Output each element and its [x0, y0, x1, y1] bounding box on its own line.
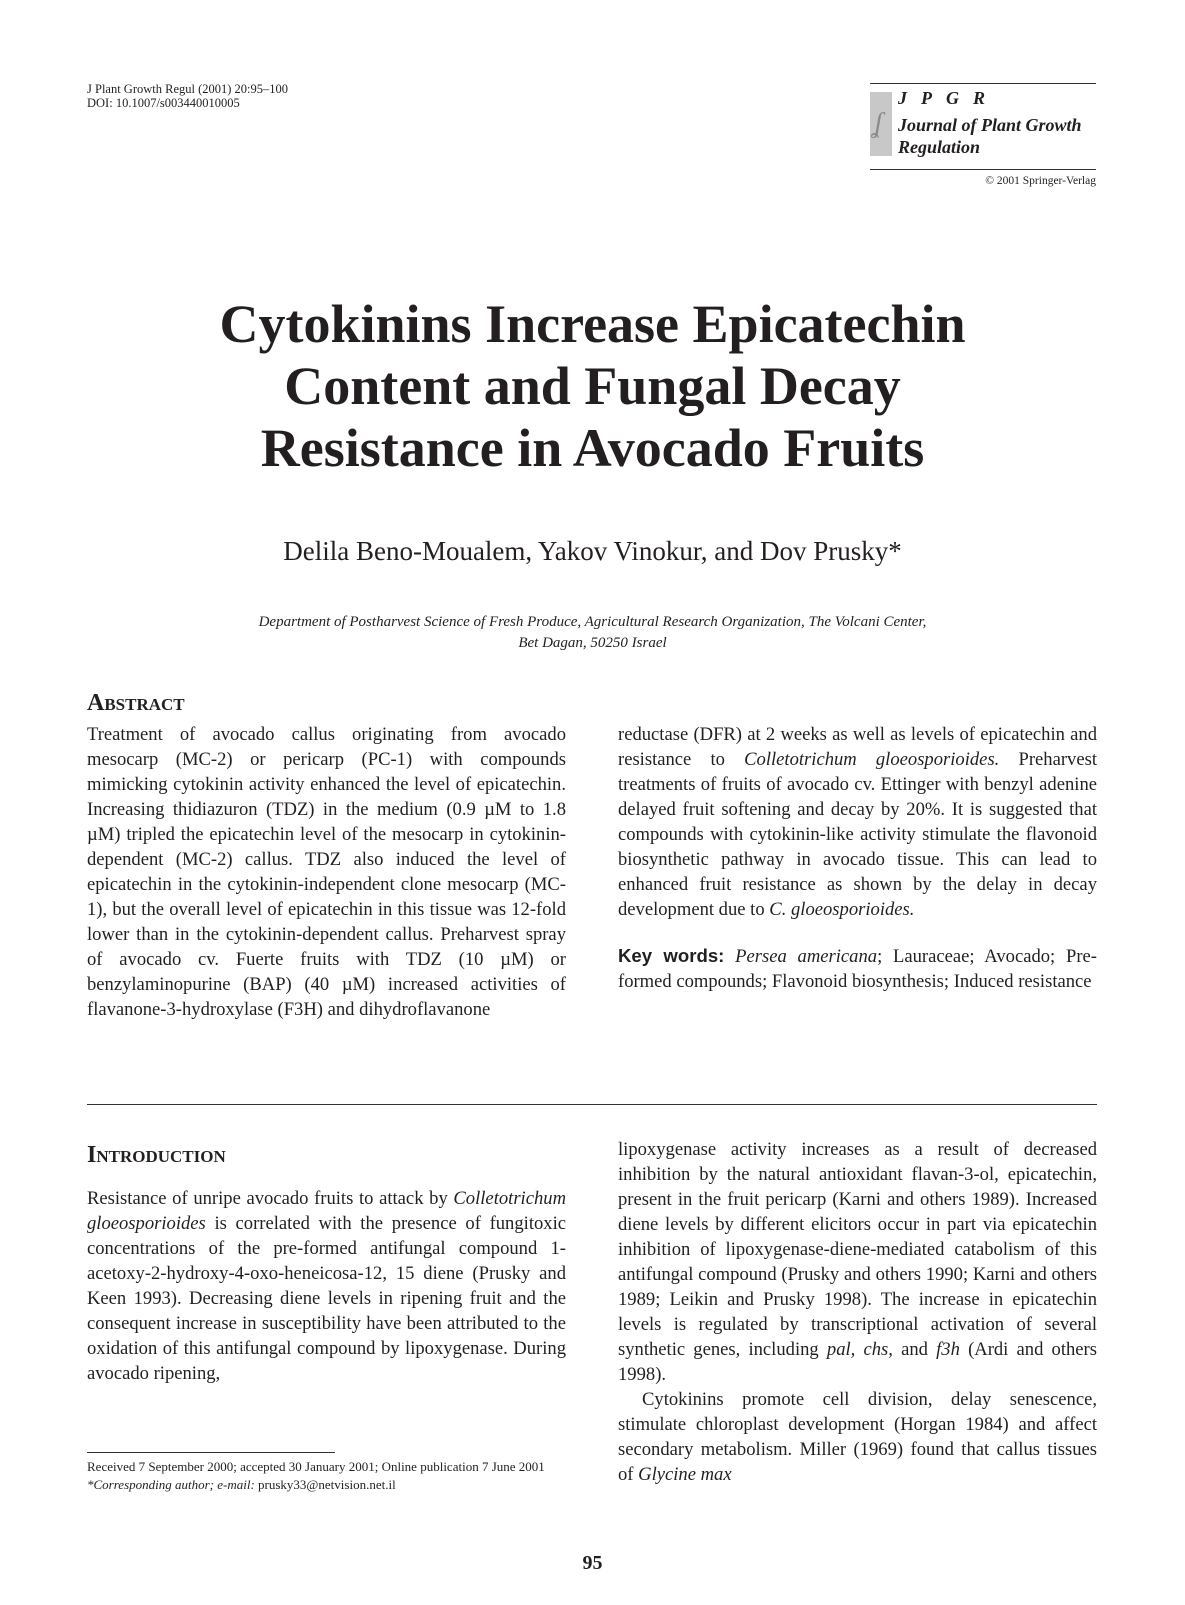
copyright: © 2001 Springer-Verlag: [985, 175, 1096, 187]
journal-name-line-1: Journal of Plant Growth: [898, 115, 1082, 135]
abstract-text-left: Treatment of avocado callus originating from avocado mesocarp (MC-2) or pericarp (PC-1) with compounds mimicking cytokinin activity enhanced the level of epicatechin. Increasing thidiazuron (TDZ) in the medium (0.9 µM to 1.8 µM) tripled the epicatechin level of the mesocarp in cytokinin-dependent (MC-2) callus. TDZ also induced the level of epicatechin in the cytokinin-independent clone mesocarp (MC-1), but the overall level of epicatechin in this tissue was 12-fold lower than in the cytokinin-dependent callus. Preharvest spray of avocado cv. Fuerte fruits with TDZ (10 µM) or benzylaminopurine (BAP) (40 µM) increased activities of flavanone-3-hydroxylase (F3H) and dihydroflavanone: [87, 724, 566, 1020]
affiliation-line-1: Department of Postharvest Science of Fresh Produce, Agricultural Research Organization, The Volcani Center,: [258, 614, 927, 630]
keywords-italic: Persea americana: [735, 946, 878, 967]
page-number: 95: [582, 1552, 603, 1574]
journal-acronym: JPGR: [898, 88, 999, 108]
intro-right-text-1: lipoxygenase activity increases as a result of decreased inhibition by the natural antioxidant flavan-3-ol, epicatechin, present in the fruit pericarp (Karni and others 1989). Increased diene levels by different elicitors occur in part via epicatechin inhibition of lipoxygenase-diene-mediated catabolism of this antifungal compound (Prusky and others 1990; Karni and others 1989; Leikin and Prusky 1998). The increase in epicatechin levels is regulated by transcriptional activation of several synthetic genes, including: [618, 1139, 1097, 1360]
footnote: [87, 1458, 567, 1494]
introduction-text-left: [87, 1186, 566, 1386]
title-line-3: Resistance in Avocado Fruits: [260, 418, 925, 478]
abstract-heading: Abstract: [87, 690, 185, 716]
intro-left-italic-1: Colletotrichum gloeosporioides: [87, 1188, 566, 1234]
abstract-left-column: [87, 722, 566, 1022]
intro-left-text-2: is correlated with the presence of fungitoxic concentrations of the pre-formed antifungal compound 1-acetoxy-2-hydroxy-4-oxo-heneicosa-12, 15 diene (Prusky and Keen 1993). Decreasing diene levels in ripening fruit and the consequent increase in susceptibility have been attributed to the oxidation of this antifungal compound by lipoxygenase. During avocado ripening,: [87, 1213, 566, 1384]
doi: DOI: 10.1007/s003440010005: [87, 96, 240, 110]
title-line-2: Content and Fungal Decay: [284, 356, 901, 416]
journal-name: [898, 114, 1082, 158]
introduction-text-right: [618, 1137, 1097, 1387]
authors: Delila Beno-Moualem, Yakov Vinokur, and Dov Prusky*: [283, 536, 902, 566]
abstract-right-text-1: reductase (DFR) at 2 weeks as well as levels of epicatechin and resistance to: [618, 724, 1097, 770]
corresponding-author: [87, 1476, 567, 1494]
intro-left-text-1: Resistance of unripe avocado fruits to attack by: [87, 1188, 454, 1209]
corresponding-email: prusky33@netvision.net.il: [254, 1477, 396, 1492]
journal-name-line-2: Regulation: [898, 137, 981, 157]
keywords: [618, 943, 1097, 994]
title-line-1: Cytokinins Increase Epicatechin: [219, 294, 966, 354]
journal-citation: J Plant Growth Regul (2001) 20:95–100: [87, 82, 289, 96]
intro-right-text-2: and: [892, 1339, 937, 1360]
introduction-paragraph-2: [618, 1387, 1097, 1487]
abstract-right-italic-1: Colletotrichum gloeosporioides.: [744, 749, 1000, 770]
intro-p2-text: Cytokinins promote cell division, delay senescence, stimulate chloroplast development (Horgan 1984) and affect secondary metabolism. Miller (1969) found that callus tissues of: [618, 1389, 1097, 1485]
paper-title: [80, 293, 1105, 479]
keywords-list: ; Lauraceae; Avocado; Pre-formed compounds; Flavonoid biosynthesis; Induced resistance: [618, 946, 1097, 992]
affiliation-line-2: Bet Dagan, 50250 Israel: [518, 635, 667, 651]
received-dates: Received 7 September 2000; accepted 30 January 2001; Online publication 7 June 2001: [87, 1459, 545, 1474]
introduction-left-column: [87, 1186, 566, 1386]
journal-logo: [870, 83, 1096, 170]
citation-block: [87, 82, 288, 110]
footnote-divider: [87, 1452, 335, 1453]
logo-emblem-icon: ʆ: [870, 92, 892, 156]
abstract-text-right: [618, 722, 1097, 922]
intro-right-italic-2: f3h: [936, 1339, 960, 1360]
introduction-heading: Introduction: [87, 1142, 226, 1168]
section-divider: [87, 1104, 1097, 1105]
intro-right-text-3: (Ardi and others 1998).: [618, 1339, 1097, 1385]
abstract-right-column: [618, 722, 1097, 994]
abstract-right-italic-2: C. gloeosporioides.: [769, 899, 915, 920]
introduction-right-column: [618, 1137, 1097, 1487]
corresponding-label: *Corresponding author; e-mail:: [87, 1477, 255, 1492]
affiliation: [80, 612, 1105, 654]
keywords-label: Key words:: [618, 945, 725, 966]
intro-right-italic-1: pal, chs,: [826, 1339, 893, 1360]
abstract-right-text-2: Preharvest treatments of fruits of avocado cv. Ettinger with benzyl adenine delayed fruit softening and decay by 20%. It is suggested that compounds with cytokinin-like activity stimulate the flavonoid biosynthetic pathway in avocado tissue. This can lead to enhanced fruit resistance as shown by the delay in decay development due to: [618, 749, 1097, 920]
intro-p2-italic: Glycine max: [638, 1464, 732, 1485]
